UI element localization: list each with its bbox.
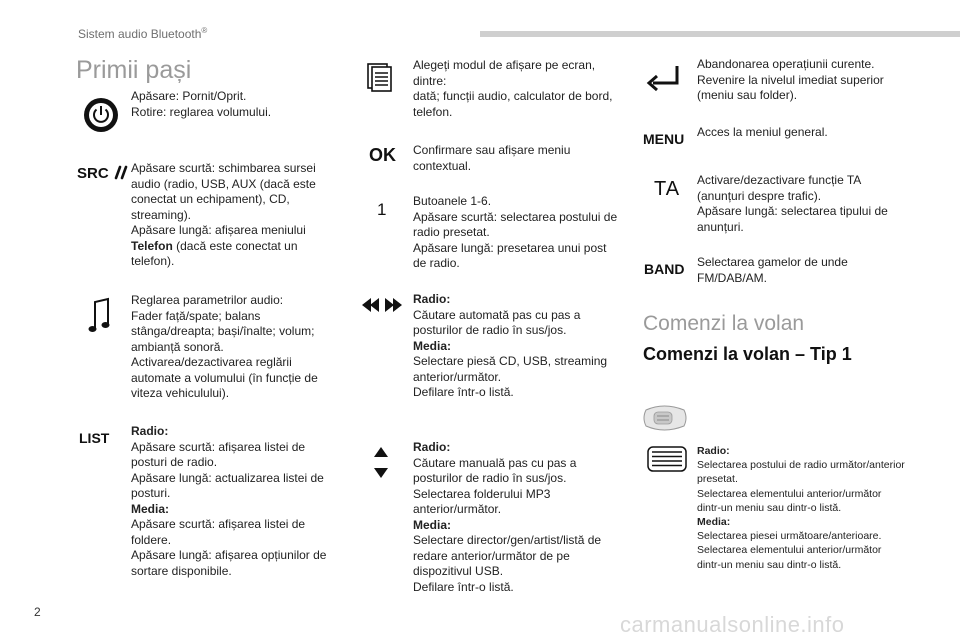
- phone-handset-icon: [113, 164, 129, 180]
- watermark: carmanualsonline.info: [620, 612, 845, 637]
- running-header: Sistem audio Bluetooth®: [78, 26, 208, 41]
- steering-control-icon: [642, 404, 688, 432]
- header-bar: [480, 31, 960, 37]
- list-description: Radio: Apăsare scurtă: afișarea listei de posturi de radio. Apăsare lungă: actualizarea listei de posturi. Media: Apăsare scurtă: afișarea listei de foldere. Apăsare lungă: afișarea opțiunilor de sortare disponibile.: [131, 424, 327, 578]
- band-description: Selectarea gamelor de unde FM/DAB/AM.: [697, 255, 848, 285]
- audio-description: Reglarea parametrilor audio: Fader față/spate; balans stânga/dreapta; bași/înalte; volum; ambianță sonoră. Activarea/dezactivarea reglării automate a volumului (în funcție de viteza vehiculului).: [131, 293, 318, 400]
- menu-icon: MENU: [643, 131, 685, 147]
- list-icon: LIST: [79, 430, 110, 446]
- preset-number-icon: 1: [377, 200, 387, 219]
- ok-description: Confirmare sau afișare meniu contextual.: [413, 143, 571, 173]
- band-icon: BAND: [644, 261, 685, 277]
- src-icon: SRC: [77, 164, 129, 182]
- back-arrow-icon: [645, 63, 683, 95]
- ta-icon: TA: [654, 178, 681, 200]
- section-heading-steering: Comenzi la volan: [643, 312, 805, 335]
- subsection-heading-type1: Comenzi la volan – Tip 1: [643, 344, 852, 364]
- power-knob-icon: [82, 96, 120, 134]
- seek-description: Radio: Căutare automată pas cu pas a posturilor de radio în sus/jos. Media: Selectare piesă CD, USB, streaming anterior/următor. Defilare într-o listă.: [413, 292, 608, 399]
- display-mode-description: Alegeți modul de afișare pe ecran, dintre: dată; funcții audio, calculator de bord, telefon.: [413, 58, 613, 119]
- display-mode-icon: [367, 62, 395, 94]
- back-description: Abandonarea operațiunii curente. Revenire la nivelul imediat superior (meniu sau folder).: [697, 57, 884, 102]
- page-title: Primii pași: [76, 56, 192, 84]
- scroll-wheel-icon: [647, 446, 687, 472]
- ok-icon: OK: [369, 145, 396, 165]
- preset-description: Butoanele 1-6. Apăsare scurtă: selectarea postului de radio presetat. Apăsare lungă: presetarea unui post de radio.: [413, 194, 618, 270]
- up-down-arrows-icon: [372, 445, 390, 481]
- seek-arrows-icon: [360, 295, 404, 315]
- ta-description: Activare/dezactivare funcție TA (anunțuri despre trafic). Apăsare lungă: selectarea tipului de anunțuri.: [697, 173, 888, 234]
- page-number: 2: [34, 605, 41, 619]
- src-description: Apăsare scurtă: schimbarea sursei audio (radio, USB, AUX (dacă este conectat un echipament), CD, streaming). Apăsare lungă: afișarea meniului Telefon (dacă este conectat un telefon).: [131, 161, 316, 268]
- menu-description: Acces la meniul general.: [697, 125, 828, 139]
- updown-description: Radio: Căutare manuală pas cu pas a posturilor de radio în sus/jos. Selectarea folderului MP3 anterior/următor. Media: Selectare director/gen/artist/listă de redare anterior/următor de pe dispozitivul USB. Defilare într-o listă.: [413, 440, 602, 594]
- power-description: Apăsare: Pornit/Oprit. Rotire: reglarea volumului.: [131, 89, 272, 119]
- wheel-description: Radio: Selectarea postului de radio următor/anterior presetat. Selectarea elementului anterior/următor dintr-un meniu sau dintr-o listă. Media: Selectarea piesei următoare/anterioare. Selectarea elementului anterior/următor dintr-un meniu sau dintr-o listă.: [697, 445, 905, 571]
- music-note-icon: [88, 296, 112, 336]
